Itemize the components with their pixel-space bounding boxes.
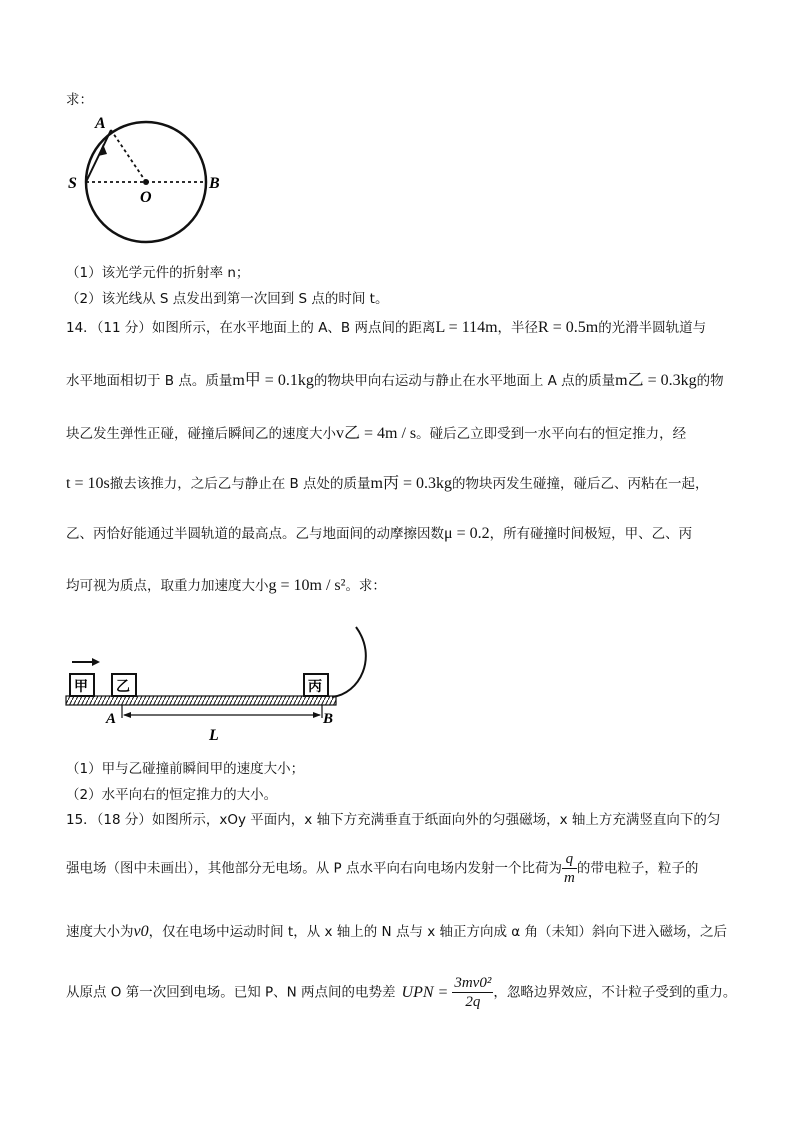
q14-line1: 14．（11 分）如图所示，在水平地面上的 A、B 两点间的距离L = 114m，半径R = 0.5m的光滑半圆轨道与: [66, 319, 707, 336]
ground: [66, 696, 336, 705]
q14-line6: 均可视为质点，取重力加速度大小g = 10m / s²。求：: [66, 577, 386, 594]
radius-oa-dashed-line: [111, 130, 146, 182]
q15-line4: 从原点 O 第一次回到电场。已知 P、N 两点间的电势差 UPN = $\frac{\text{3mv0²}}{2q}$ ，忽略边界效应，不计粒子受到的重力。: [66, 975, 737, 1010]
q14-line2: 水平地面相切于 B 点。质量m甲 = 0.1kg的物块甲向右运动与静止在水平地面上 A 点的质量m乙 = 0.3kg的物: [66, 372, 724, 389]
q14-part2: （2）水平向右的恒定推力的大小。: [66, 787, 278, 803]
figure-circle-diagram: [60, 108, 240, 258]
label-b: B: [209, 175, 220, 192]
label-point-b: B: [323, 711, 334, 727]
label-distance-l: L: [209, 727, 219, 744]
q15-line2: 强电场（图中未画出），其他部分无电场。从 P 点水平向右向电场内发射一个比荷为 $\frac{q}{m}$ 的带电粒子，粒子的: [66, 851, 699, 886]
intro-text: 求：: [66, 92, 93, 108]
block-yi-label: 乙: [116, 679, 130, 695]
q14-line3: 块乙发生弹性正碰，碰撞后瞬间乙的速度大小v乙 = 4m / s。碰后乙立即受到一水平向右的恒定推力，经: [66, 425, 687, 442]
q15-line3: 速度大小为v0，仅在电场中运动时间 t，从 x 轴上的 N 点与 x 轴正方向成 α 角（未知）斜向下进入磁场，之后: [66, 923, 727, 940]
q13-part2: （2）该光线从 S 点发出到第一次回到 S 点的时间 t。: [66, 291, 389, 307]
label-s: S: [68, 175, 77, 192]
label-a: A: [95, 115, 106, 132]
q14-line4: t = 10s撤去该推力，之后乙与静止在 B 点处的质量m丙 = 0.3kg的物块丙发生碰撞，碰后乙、丙粘在一起，: [66, 475, 709, 492]
label-point-a: A: [106, 711, 117, 727]
center-point: [143, 179, 149, 185]
label-o: O: [140, 189, 152, 206]
figure-track-diagram: [60, 612, 400, 752]
q14-part1: （1）甲与乙碰撞前瞬间甲的速度大小；: [66, 761, 305, 777]
q14-line5: 乙、丙恰好能通过半圆轨道的最高点。乙与地面间的动摩擦因数μ = 0.2，所有碰撞时间极短，甲、乙、丙: [66, 525, 693, 542]
semicircle-track: [332, 627, 366, 697]
block-bing-label: 丙: [308, 679, 322, 695]
block-jia-label: 甲: [74, 679, 88, 695]
ray-s-to-a-line: [86, 130, 111, 182]
velocity-arrowhead-icon: [92, 658, 100, 666]
q15-line1: 15．（18 分）如图所示，xOy 平面内，x 轴下方充满垂直于纸面向外的匀强磁场，x 轴上方充满竖直向下的匀: [66, 812, 721, 828]
q13-part1: （1）该光学元件的折射率 n；: [66, 265, 250, 281]
